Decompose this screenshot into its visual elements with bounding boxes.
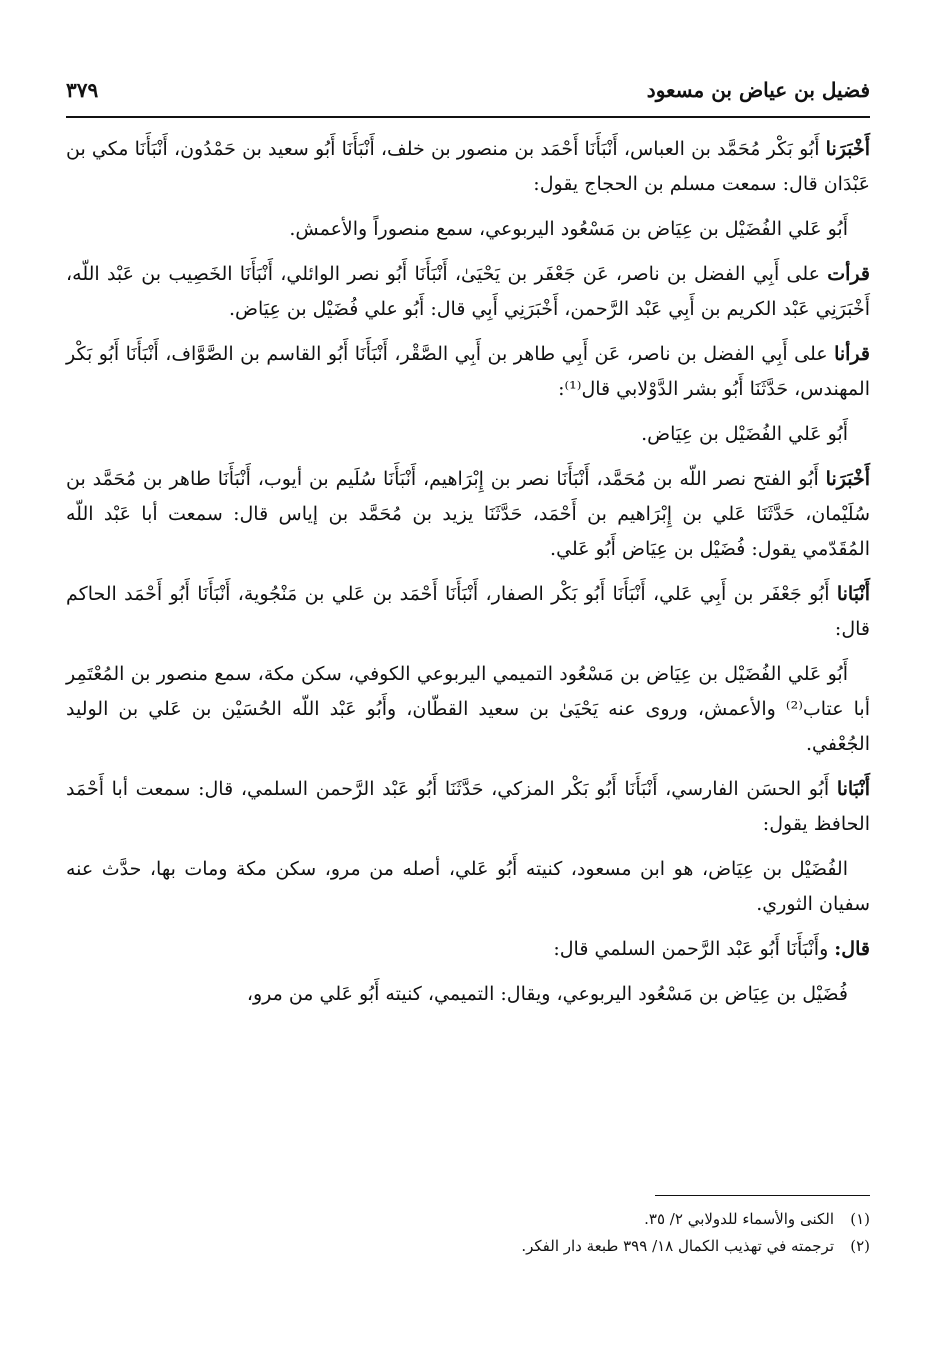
paragraph-lead: قرأت xyxy=(827,263,870,285)
paragraph-4 xyxy=(66,337,870,407)
paragraph-text: فُضَيْل بن عِيَاض بن مَسْعُود اليربوعي، ويقال: التميمي، كنيته أَبُو عَلي من مرو، xyxy=(246,983,848,1005)
paragraph-text: أَبُو الحسَن الفارسي، أَنْبَأَنَا أَبُو بَكْر المزكي، حَدَّثَنَا أَبُو عَبْد الرَّحمن السلمي، قال: سمعت أبا أَحْمَد الحافظ يقول: xyxy=(66,778,870,835)
footnotes xyxy=(66,1195,870,1260)
paragraph-text: أَبُو الفتح نصر اللّه بن مُحَمَّد، أَنْبَأَنَا نصر بن إِبْرَاهيم، أَنْبَأَنَا سُلَيم بن أيوب، أَنْبَأَنَا طاهر بن مُحَمَّد بن سُلَيْمان، حَدَّثَنَا عَلي بن إِبْرَاهيم بن أَحْمَد، حَدَّثَنَا يزيد بن مُحَمَّد بن إياس قال: سمعت أبا عَبْد اللّه المُقَدّمي يقول: فُضَيْل بن عِيَاض أَبُو عَلي. xyxy=(66,468,870,560)
paragraph-5 xyxy=(66,417,870,452)
paragraph-text: أَبُو بَكْر مُحَمَّد بن العباس، أَنْبَأَنَا أَحْمَد بن منصور بن خلف، أَنْبَأَنَا أَبُو سعيد بن حَمْدُون، أَنْبَأَنَا مكي بن عَبْدَان قال: سمعت مسلم بن الحجاج يقول: xyxy=(66,138,870,195)
running-title: فضيل بن عياض بن مسعود xyxy=(646,78,870,102)
footnote-2 xyxy=(66,1233,870,1260)
paragraph-10 xyxy=(66,852,870,922)
paragraph-7 xyxy=(66,577,870,647)
book-page xyxy=(66,72,870,1022)
paragraph-lead: أَخْبَرَنا xyxy=(825,138,870,160)
paragraph-text: على أَبِي الفضل بن ناصر، عَن أَبِي طاهر بن أَبِي الصَّقْر، أَنْبَأَنَا أَبُو القاسم بن الصَّوَّاف، أَنْبَأَنَا أَبُو بَكْر المهندس، حَدَّثَنَا أَبُو بشر الدَّوْلابي قال⁽¹⁾: xyxy=(66,343,870,400)
paragraph-11 xyxy=(66,932,870,967)
running-header xyxy=(66,72,870,118)
paragraph-text: وأَنْبَأَنَا أَبُو عَبْد الرَّحمن السلمي قال: xyxy=(553,938,835,960)
main-text xyxy=(66,132,870,1012)
footnote-divider xyxy=(655,1195,870,1196)
footnote-1 xyxy=(66,1206,870,1233)
paragraph-9 xyxy=(66,772,870,842)
page-number: ٣٧٩ xyxy=(66,78,99,102)
footnote-text: الكنى والأسماء للدولابي ٢/ ٣٥. xyxy=(644,1210,834,1228)
paragraph-text: على أَبِي الفضل بن ناصر، عَن جَعْفَر بن يَحْيَىٰ، أَنْبَأَنَا أَبُو نصر الوائلي، أَنْبَأَنَا الخَصِيب بن عَبْد اللّه، أَخْبَرَنِي عَبْد الكريم بن أَبِي عَبْد الرَّحمن، أَخْبَرَنِي أَبِي قال: أَبُو علي فُضَيْل بن عِيَاض. xyxy=(66,263,870,320)
paragraph-text: أَبُو عَلي الفُضَيْل بن عِيَاض. xyxy=(641,423,848,445)
paragraph-lead: قال: xyxy=(834,938,870,960)
paragraph-text: الفُضَيْل بن عِيَاض، هو ابن مسعود، كنيته أَبُو عَلي، أصله من مرو، سكن مكة ومات بها، حدَّث عنه سفيان الثوري. xyxy=(66,858,870,915)
paragraph-6 xyxy=(66,462,870,567)
paragraph-text: أَبُو عَلي الفُضَيْل بن عِيَاض بن مَسْعُود التميمي اليربوعي الكوفي، سكن مكة، سمع منصور بن المُعْتَمِر أبا عتاب⁽²⁾ والأعمش، وروى عنه يَحْيَىٰ بن سعيد القطّان، وأَبُو عَبْد اللّه الحُسَيْن بن عَلي بن الوليد الجُعْفي. xyxy=(66,663,870,755)
paragraph-text: أَبُو عَلي الفُضَيْل بن عِيَاض بن مَسْعُود اليربوعي، سمع منصوراً والأعمش. xyxy=(289,218,848,240)
paragraph-lead: قرأنا xyxy=(834,343,870,365)
paragraph-12 xyxy=(66,977,870,1012)
paragraph-text: أَبُو جَعْفَر بن أَبِي عَلي، أَنْبَأَنَا أَبُو بَكْر الصفار، أَنْبَأَنَا أَحْمَد بن عَلي بن مَنْجُوية، أَنْبَأَنَا أَبُو أَحْمَد الحاكم قال: xyxy=(66,583,870,640)
paragraph-2 xyxy=(66,212,870,247)
footnote-number: (٢) xyxy=(850,1237,870,1255)
paragraph-lead: أَخْبَرَنا xyxy=(825,468,870,490)
footnote-number: (١) xyxy=(850,1210,870,1228)
footnote-text: ترجمته في تهذيب الكمال ١٨/ ٣٩٩ طبعة دار الفكر. xyxy=(521,1237,834,1255)
paragraph-lead: أَنْبَانا xyxy=(836,583,870,605)
paragraph-8 xyxy=(66,657,870,762)
paragraph-1 xyxy=(66,132,870,202)
paragraph-lead: أَنْبَانا xyxy=(836,778,870,800)
paragraph-3 xyxy=(66,257,870,327)
